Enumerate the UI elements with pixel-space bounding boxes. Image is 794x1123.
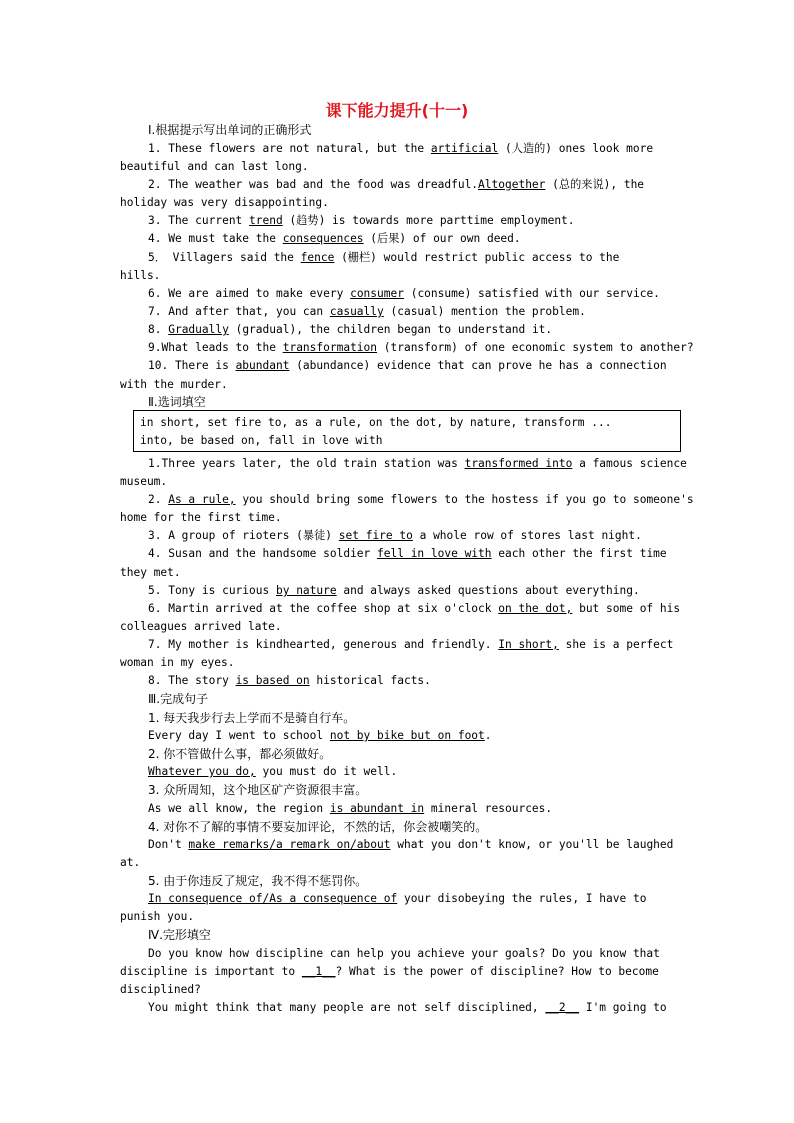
item-1-1: 1. These flowers are not natural, but the artificial (人造的) ones look more <box>148 142 654 155</box>
item-1-2-cont: holiday was very disappointing. <box>120 196 329 209</box>
item-3-1-chinese: 1. 每天我步行去上学而不是骑自行车。 <box>148 711 356 725</box>
blank-2[interactable]: __2__ <box>545 1001 580 1014</box>
item-1-8: 8. Gradually (gradual), the children began to understand it. <box>148 323 553 336</box>
item-3-1-english: Every day I went to school not by bike but on foot. <box>148 729 492 742</box>
passage-line-4: You might think that many people are not self disciplined, __2__ I'm going to <box>148 1001 667 1014</box>
item-2-1-cont: museum. <box>120 475 168 488</box>
item-2-8: 8. The story is based on historical facts. <box>148 674 431 687</box>
item-1-2: 2. The weather was bad and the food was dreadful.Altogether (总的来说), the <box>148 178 645 191</box>
item-2-2-cont: home for the first time. <box>120 511 282 524</box>
page-title: 课下能力提升(十一) <box>325 101 469 120</box>
word-bank-line-1: in short, set fire to, as a rule, on the dot, by nature, transform ... <box>140 416 612 429</box>
item-1-10: 10. There is abundant (abundance) evidence that can prove he has a connection <box>148 359 667 372</box>
item-1-5-cont: hills. <box>120 269 161 282</box>
item-1-7: 7. And after that, you can casually (casual) mention the problem. <box>148 305 586 318</box>
section-2-heading: Ⅱ.选词填空 <box>148 395 206 409</box>
item-3-2-chinese: 2. 你不管做什么事，都必须做好。 <box>148 747 332 761</box>
item-1-3: 3. The current trend (趋势) is towards more parttime employment. <box>148 214 575 227</box>
item-1-5: 5． Villagers said the fence (栅栏) would restrict public access to the <box>148 251 620 264</box>
item-3-5-english: In consequence of/As a consequence of your disobeying the rules, I have to <box>148 892 647 905</box>
item-3-4-cont: at. <box>120 856 141 869</box>
section-4-heading: Ⅳ.完形填空 <box>148 928 211 942</box>
item-3-3-english: As we all know, the region is abundant in mineral resources. <box>148 802 553 815</box>
item-2-6-cont: colleagues arrived late. <box>120 620 282 633</box>
blank-1[interactable]: __1__ <box>301 965 336 978</box>
section-3-heading: Ⅲ.完成句子 <box>148 692 209 706</box>
section-1-heading: Ⅰ.根据提示写出单词的正确形式 <box>148 123 312 137</box>
item-3-3-chinese: 3. 众所周知，这个地区矿产资源很丰富。 <box>148 783 368 797</box>
item-1-9: 9.What leads to the transformation (transform) of one economic system to another? <box>148 341 694 354</box>
item-3-4-chinese: 4. 对你不了解的事情不要妄加评论，不然的话，你会被嘲笑的。 <box>148 820 488 834</box>
item-3-5-chinese: 5. 由于你违反了规定，我不得不惩罚你。 <box>148 874 368 888</box>
item-1-6: 6. We are aimed to make every consumer (consume) satisfied with our service. <box>148 287 660 300</box>
item-2-4-cont: they met. <box>120 566 181 579</box>
item-2-7: 7. My mother is kindhearted, generous and friendly. In short, she is a perfect <box>148 638 674 651</box>
item-1-1-cont: beautiful and can last long. <box>120 160 309 173</box>
item-3-2-english: Whatever you do, you must do it well. <box>148 765 398 778</box>
item-2-2: 2. As a rule, you should bring some flowers to the hostess if you go to someone's <box>148 493 694 506</box>
word-bank-box <box>133 410 681 452</box>
passage-line-3: disciplined? <box>120 983 201 996</box>
item-3-5-cont: punish you. <box>120 910 195 923</box>
item-1-10-cont: with the murder. <box>120 378 228 391</box>
item-1-4: 4. We must take the consequences (后果) of our own deed. <box>148 232 521 245</box>
word-bank-line-2: into, be based on, fall in love with <box>140 434 383 447</box>
item-2-3: 3. A group of rioters (暴徒) set fire to a whole row of stores last night. <box>148 529 642 542</box>
passage-line-2: discipline is important to __1__? What is the power of discipline? How to become <box>120 965 659 978</box>
item-2-7-cont: woman in my eyes. <box>120 656 235 669</box>
item-2-6: 6. Martin arrived at the coffee shop at six o'clock on the dot, but some of his <box>148 602 681 615</box>
item-2-4: 4. Susan and the handsome soldier fell in love with each other the first time <box>148 547 667 560</box>
passage-line-1: Do you know how discipline can help you achieve your goals? Do you know that <box>148 947 660 960</box>
item-3-4-english: Don't make remarks/a remark on/about what you don't know, or you'll be laughed <box>148 838 674 851</box>
item-2-1: 1.Three years later, the old train station was transformed into a famous science <box>148 457 687 470</box>
item-2-5: 5. Tony is curious by nature and always asked questions about everything. <box>148 584 640 597</box>
